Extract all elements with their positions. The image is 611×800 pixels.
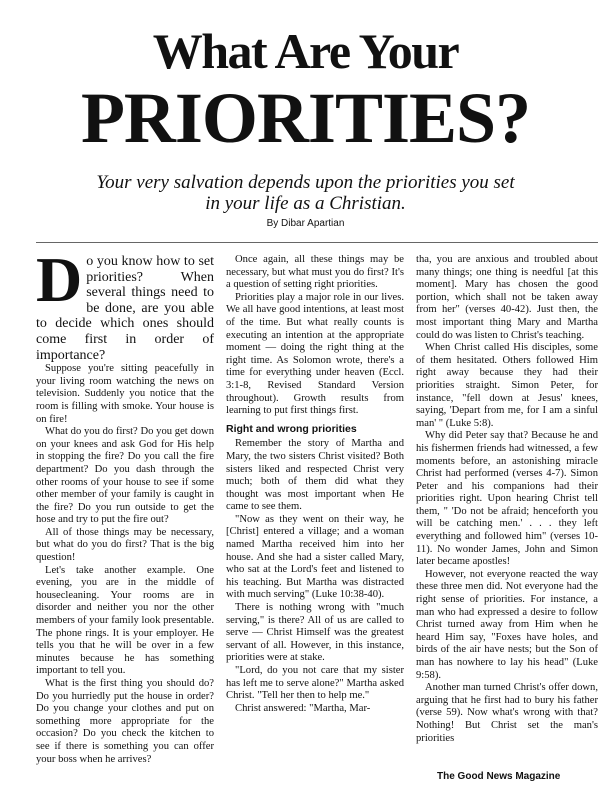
paragraph: Priorities play a major role in our lives. We all have good intentions, at least most of the time. But what really counts is executing an intention at the appropriate moment — doing the right thing at the right time. As Solomon wrote, there's a time for everything under heaven (Eccl. 3:1-8, Revised Standard Version throughout). Growth results from learning to put first things first. (226, 291, 404, 417)
paragraph: All of those things may be necessary, but what do you do first? That is the big question! (36, 526, 214, 564)
paragraph: However, not everyone reacted the way these three men did. Not everyone had the right sense of priorities. For instance, a man who had expressed a desire to follow Christ turned away from Him when he heard Him say, "Foxes have holes, and birds of the air have nests; but the Son of man has nowhere to lay his head" (Luke 9:58). (416, 568, 598, 681)
subtitle: Your very salvation depends upon the priorities you set in your life as a Christian. (96, 172, 515, 214)
paragraph: Suppose you're sitting peacefully in your living room watching the news on television. Suddenly you notice that the room is filling with smoke. Your house is on fire! (36, 363, 214, 425)
column-2 (226, 254, 404, 715)
footer-magazine-name: The Good News Magazine (437, 771, 561, 782)
byline: By Dibar Apartian (266, 218, 345, 229)
paragraph: What do you do first? Do you get down on your knees and ask God for His help in stopping the fire? Do you call the fire department? Do you dash through the other rooms of your house to see if some other member of your family is caught in the fire? Do you run outside to get the hose and try to put the fire out? (36, 426, 214, 526)
divider-rule (36, 242, 598, 243)
drop-cap: D (36, 244, 83, 315)
paragraph: "Lord, do you not care that my sister has left me to serve alone?" Martha asked Christ. "Tell her then to help me." (226, 665, 404, 702)
paragraph: Once again, all these things may be necessary, but what must you do first? It's a question of setting right priorities. (226, 254, 404, 291)
paragraph: Christ answered: "Martha, Mar- (235, 702, 371, 714)
title-line-1: What Are Your (152, 23, 459, 79)
lead-paragraph (36, 244, 214, 363)
column-3 (416, 254, 598, 745)
paragraph: Remember the story of Martha and Mary, the two sisters Christ visited? Both sisters liked and respected Christ very much; both of them did what they thought was most important when He came to see them. (226, 438, 404, 513)
paragraph: When Christ called His disciples, some of them hesitated. Others followed Him right away because they had their priorities straight. Simon Peter, for instance, "fell down at Jesus' knees, saying, 'Depart from me, for I am a sinful man' " (Luke 5:8). (416, 342, 598, 429)
paragraph: Why did Peter say that? Because he and his fishermen friends had witnessed, a few moments before, an astonishing miracle Christ had performed (verses 4-7). Simon Peter and his companions had their priorities right. Upon hearing Christ tell them, " 'Do not be afraid; henceforth you will be catching men.' . . . they left everything and followed him" (verses 10-11). No wonder James, John and Simon later became apostles! (416, 430, 598, 568)
section-subhead: Right and wrong priorities (226, 422, 357, 435)
paragraph-continued: tha, you are anxious and troubled about many things; one thing is needful [at this moment]. Mary has chosen the good portion, which shall not be taken away from her" (verses 40-42). Just then, the most important thing Mary and Martha could do was listen to Christ's teaching. (416, 254, 598, 341)
paragraph: Let's take another example. One evening, you are in the middle of housecleaning. Your rooms are in disorder and neither you nor the other members of your family look presentable. The phone rings. It is your employer. He tells you that he will be over in a few minutes because he has something important to tell you. (36, 564, 214, 677)
paragraph: What is the first thing you should do? Do you hurriedly put the house in order? Do you change your clothes and put on something more appropriate for the occasion? Do you check the kitchen to see if there is something you can offer your boss when he arrives? (36, 678, 214, 765)
title-line-2: PRIORITIES? (80, 78, 531, 158)
paragraph: There is nothing wrong with "much serving," is there? All of us are called to serve — Christ Himself was the greatest servant of all. However, in this instance, priorities were at stake. (226, 602, 404, 664)
paragraph: Another man turned Christ's offer down, arguing that he first had to bury his father (verse 59). Now what's wrong with that? Nothing! But Christ set the man's priorities (416, 682, 598, 744)
column-1 (36, 244, 214, 766)
paragraph: "Now as they went on their way, he [Christ] entered a village; and a woman named Martha received him into her house. And she had a sister called Mary, who sat at the Lord's feet and listened to his teaching. But Martha was distracted with much serving" (Luke 10:38-40). (226, 513, 404, 601)
lead-text: o you know how to set priorities? When several things need to be done, are you able to decide which ones should come first in order of importance? (36, 254, 214, 363)
